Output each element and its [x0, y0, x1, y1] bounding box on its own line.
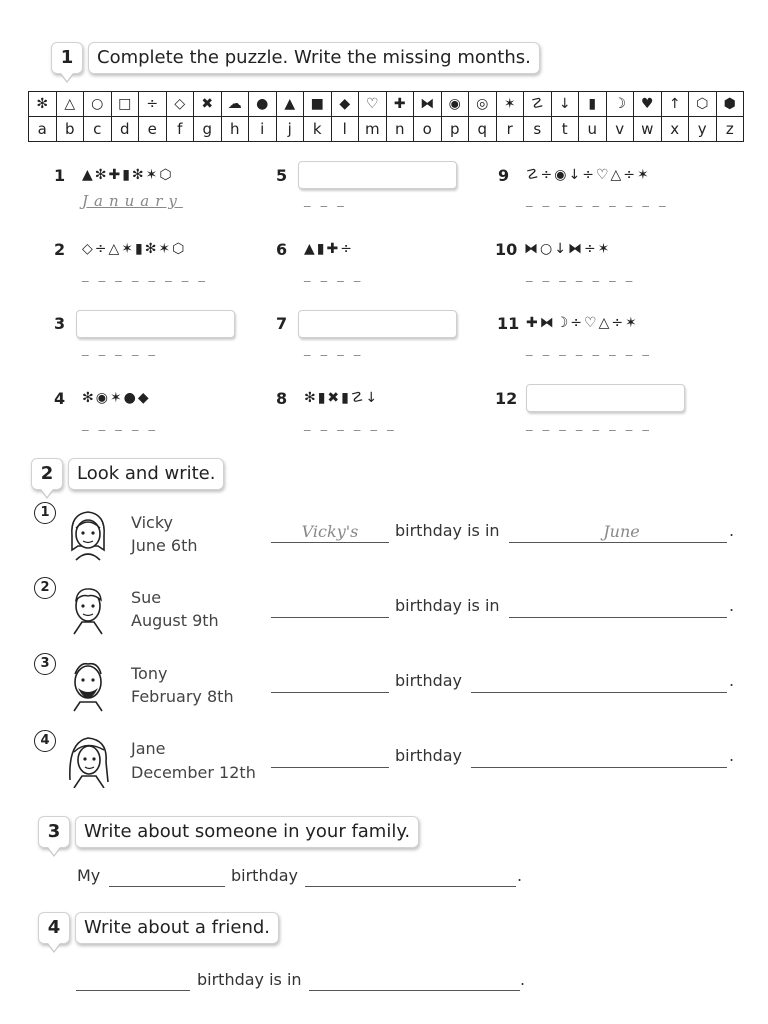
person-3-connector: birthday: [395, 671, 463, 690]
person-2-name-blank[interactable]: [271, 595, 389, 618]
code-symbol-s: ☡: [524, 92, 552, 117]
puzzle-item-2-number: 2: [54, 240, 66, 259]
code-letter-h: h: [221, 117, 249, 142]
code-symbol-b: △: [56, 92, 84, 117]
code-symbol-e: ÷: [139, 92, 167, 117]
puzzle-item-11-number: 11: [497, 314, 520, 333]
code-symbol-j: ▲: [276, 92, 304, 117]
section-1-badge: 1: [51, 42, 83, 74]
puzzle-item-8-dashes[interactable]: _ _ _ _ _ _: [304, 417, 397, 432]
person-4-month-blank[interactable]: [471, 745, 727, 768]
puzzle-item-3-number: 3: [54, 314, 66, 333]
section-4-period: .: [520, 970, 526, 989]
section-4-name-blank[interactable]: [76, 968, 190, 991]
puzzle-item-10-code: ⧓○↓⧓÷✶: [524, 241, 612, 257]
puzzle-item-2-dashes[interactable]: _ _ _ _ _ _ _ _: [82, 268, 208, 283]
puzzle-item-4-number: 4: [54, 389, 66, 408]
person-2-date: August 9th: [131, 611, 219, 630]
code-symbol-y: ⬡: [689, 92, 717, 117]
section-4-title: Write about a friend.: [75, 912, 279, 944]
code-letter-e: e: [139, 117, 167, 142]
code-letter-f: f: [166, 117, 194, 142]
section-2-title: Look and write.: [68, 458, 224, 490]
person-3-number: 3: [34, 653, 56, 675]
code-letter-x: x: [661, 117, 689, 142]
code-letter-y: y: [689, 117, 717, 142]
section-3-period: .: [517, 866, 523, 885]
person-2-number: 2: [34, 577, 56, 599]
code-symbol-v: ☽: [606, 92, 634, 117]
section-3-name-blank[interactable]: [109, 864, 225, 887]
puzzle-item-12-dashes[interactable]: _ _ _ _ _ _ _ _: [526, 417, 652, 432]
code-symbol-n: ✚: [386, 92, 414, 117]
section-3-connector: birthday: [231, 866, 299, 885]
code-symbol-x: ↑: [661, 92, 689, 117]
code-letter-l: l: [331, 117, 359, 142]
person-1-name-blank[interactable]: [271, 520, 389, 543]
woman-face-icon: [60, 732, 116, 788]
person-1-period: .: [729, 521, 735, 540]
code-letter-z: z: [716, 117, 744, 142]
person-3-name: Tony: [131, 664, 168, 683]
code-letter-o: o: [414, 117, 442, 142]
puzzle-item-9-number: 9: [498, 166, 510, 185]
person-1-date: June 6th: [131, 536, 198, 555]
person-4-number: 4: [34, 730, 56, 752]
person-3-month-blank[interactable]: [471, 670, 727, 693]
girl-face-icon: [60, 506, 116, 562]
puzzle-item-2-code: ◇÷△✶▮✻✶⬡: [82, 241, 187, 257]
code-symbol-m: ♡: [359, 92, 387, 117]
puzzle-item-9-code: ☡÷◉↓÷♡△÷✶: [526, 167, 651, 183]
person-1-month-blank[interactable]: [509, 520, 727, 543]
person-1-name-answer: Vicky's: [301, 522, 359, 541]
section-3-answer-blank[interactable]: [305, 864, 516, 887]
puzzle-item-11-code: ✚⧓☽÷♡△÷✶: [526, 315, 639, 331]
code-letter-m: m: [359, 117, 387, 142]
code-symbol-c: ○: [84, 92, 112, 117]
code-letter-row: [29, 117, 744, 142]
code-symbol-q: ◎: [469, 92, 497, 117]
code-letter-k: k: [304, 117, 332, 142]
puzzle-item-8-number: 8: [276, 389, 288, 408]
person-1-month-answer: June: [603, 522, 640, 541]
boy-face-icon: [60, 580, 116, 636]
code-symbol-p: ◉: [441, 92, 469, 117]
code-letter-q: q: [469, 117, 497, 142]
code-symbol-t: ↓: [551, 92, 579, 117]
person-2-name: Sue: [131, 588, 162, 607]
code-symbol-i: ●: [249, 92, 277, 117]
code-symbol-f: ◇: [166, 92, 194, 117]
code-letter-u: u: [579, 117, 607, 142]
code-letter-a: a: [29, 117, 57, 142]
section-3-badge: 3: [38, 816, 70, 848]
section-4-connector: birthday is in: [197, 970, 302, 989]
puzzle-item-5-code-box[interactable]: [298, 161, 457, 189]
person-3-date: February 8th: [131, 687, 234, 706]
code-letter-w: w: [634, 117, 662, 142]
puzzle-item-1-answer[interactable]: January: [82, 192, 183, 210]
code-symbol-k: ■: [304, 92, 332, 117]
code-letter-p: p: [441, 117, 469, 142]
person-2-connector: birthday is in: [395, 596, 500, 615]
puzzle-item-8-code: ✻▮✖▮☡↓: [304, 390, 380, 406]
person-1-name: Vicky: [131, 513, 173, 532]
person-3-period: .: [729, 671, 735, 690]
code-letter-n: n: [386, 117, 414, 142]
code-letter-j: j: [276, 117, 304, 142]
person-4-name: Jane: [131, 739, 166, 758]
section-3-prefix: My: [77, 866, 101, 885]
person-1-number: 1: [34, 502, 56, 524]
section-1-title: Complete the puzzle. Write the missing months.: [88, 42, 540, 74]
puzzle-item-12-number: 12: [495, 389, 518, 408]
code-symbol-g: ✖: [194, 92, 222, 117]
person-2-period: .: [729, 596, 735, 615]
puzzle-item-7-number: 7: [276, 314, 288, 333]
code-symbol-z: ⬢: [716, 92, 744, 117]
puzzle-item-7-dashes[interactable]: _ _ _ _: [304, 342, 364, 357]
person-4-date: December 12th: [131, 763, 256, 782]
code-letter-i: i: [249, 117, 277, 142]
code-letter-b: b: [56, 117, 84, 142]
puzzle-item-6-code: ▲▮✚÷: [304, 241, 354, 257]
code-symbol-o: ⧓: [414, 92, 442, 117]
person-2-month-blank[interactable]: [509, 595, 727, 618]
code-letter-d: d: [111, 117, 139, 142]
section-4-month-blank[interactable]: [309, 968, 520, 991]
puzzle-item-12-code-box[interactable]: [526, 384, 685, 412]
section-4-badge: 4: [38, 912, 70, 944]
code-symbol-r: ✶: [496, 92, 524, 117]
code-letter-v: v: [606, 117, 634, 142]
person-4-period: .: [729, 746, 735, 765]
code-symbol-w: ♥: [634, 92, 662, 117]
bearded-man-face-icon: [60, 656, 116, 712]
puzzle-item-1-number: 1: [54, 166, 66, 185]
person-3-name-blank[interactable]: [271, 670, 389, 693]
code-symbol-d: □: [111, 92, 139, 117]
code-symbol-a: ✻: [29, 92, 57, 117]
person-1-connector: birthday is in: [395, 521, 500, 540]
puzzle-item-5-number: 5: [276, 166, 288, 185]
code-letter-g: g: [194, 117, 222, 142]
section-2-badge: 2: [31, 458, 63, 490]
puzzle-item-7-code-box[interactable]: [298, 310, 457, 338]
puzzle-item-6-dashes[interactable]: _ _ _ _: [304, 268, 364, 283]
puzzle-item-1-code: ▲✻✚▮✻✶⬡: [82, 167, 174, 183]
code-letter-t: t: [551, 117, 579, 142]
puzzle-item-10-number: 10: [495, 240, 518, 259]
puzzle-item-5-dashes[interactable]: _ _ _: [304, 193, 347, 208]
code-table: [28, 91, 744, 142]
code-letter-s: s: [524, 117, 552, 142]
puzzle-item-4-dashes[interactable]: _ _ _ _ _: [82, 417, 159, 432]
puzzle-item-4-code: ✻◉✶●◆: [82, 390, 151, 406]
puzzle-item-3-code-box[interactable]: [76, 310, 235, 338]
code-symbol-h: ☁: [221, 92, 249, 117]
person-4-name-blank[interactable]: [271, 745, 389, 768]
puzzle-item-11-dashes[interactable]: _ _ _ _ _ _ _ _: [526, 342, 652, 357]
person-4-connector: birthday: [395, 746, 463, 765]
code-letter-c: c: [84, 117, 112, 142]
puzzle-item-10-dashes[interactable]: _ _ _ _ _ _ _: [526, 268, 636, 283]
puzzle-item-9-dashes[interactable]: _ _ _ _ _ _ _ _ _: [526, 193, 669, 208]
section-3-title: Write about someone in your family.: [75, 816, 419, 848]
code-symbol-u: ▮: [579, 92, 607, 117]
puzzle-item-3-dashes[interactable]: _ _ _ _ _: [82, 342, 159, 357]
puzzle-item-6-number: 6: [276, 240, 288, 259]
code-symbol-l: ◆: [331, 92, 359, 117]
code-symbol-row: [29, 92, 744, 117]
code-letter-r: r: [496, 117, 524, 142]
